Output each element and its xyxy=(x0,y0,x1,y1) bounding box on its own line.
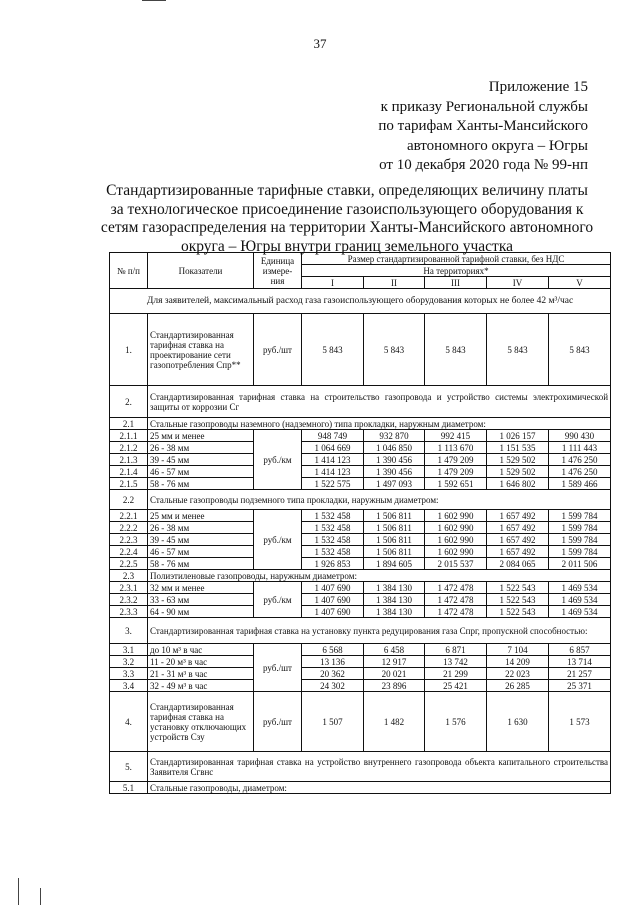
row-num: 2.3.3 xyxy=(110,606,148,618)
appendix-line-5: от 10 декабря 2020 года № 99-нп xyxy=(379,157,588,173)
row-unit: руб./шт xyxy=(254,644,302,692)
value-cell: 1 926 853 xyxy=(302,558,364,570)
row-unit: руб./км xyxy=(254,510,302,570)
row-name: Стальные газопроводы, диаметром: xyxy=(148,782,611,794)
value-cell: 1 532 458 xyxy=(302,522,364,534)
value-cell: 1 390 456 xyxy=(364,466,425,478)
scan-artifact-left-mark-2 xyxy=(40,888,41,905)
row-num: 3. xyxy=(110,618,148,644)
row-name: Стальные газопроводы подземного типа прокладки, наружным диаметром: xyxy=(148,490,611,510)
table-row xyxy=(110,570,611,582)
table-row xyxy=(110,558,611,570)
table-row xyxy=(110,386,611,418)
row-name: Полиэтиленовые газопроводы, наружным диаметром: xyxy=(148,570,611,582)
section-header: Для заявителей, максимальный расход газа газоиспользующего оборудования которых не более 42 м³/час xyxy=(110,289,611,314)
table-row xyxy=(110,314,611,386)
row-name: 39 - 45 мм xyxy=(148,454,254,466)
row-name: Стандартизированная тарифная ставка на установку пункта редуцирования газа Cпрг, пропускной способностью: xyxy=(148,618,611,644)
row-name: 58 - 76 мм xyxy=(148,558,254,570)
value-cell: 1 479 209 xyxy=(425,454,487,466)
row-name: 11 - 20 м³ в час xyxy=(148,656,254,668)
value-cell: 1 414 123 xyxy=(302,454,364,466)
scan-artifact-top xyxy=(142,0,166,1)
row-name: 21 - 31 м³ в час xyxy=(148,668,254,680)
value-cell: 1 064 669 xyxy=(302,442,364,454)
value-cell: 13 742 xyxy=(425,656,487,668)
value-cell: 1 506 811 xyxy=(364,534,425,546)
value-cell: 1 472 478 xyxy=(425,594,487,606)
value-cell: 1 026 157 xyxy=(487,430,549,442)
row-num: 2.2.2 xyxy=(110,522,148,534)
row-num: 5. xyxy=(110,752,148,782)
value-cell: 1 630 xyxy=(487,692,549,752)
header-num: № п/п xyxy=(110,253,148,289)
row-num: 2.1.1 xyxy=(110,430,148,442)
value-cell: 1 111 443 xyxy=(549,442,611,454)
row-name: 64 - 90 мм xyxy=(148,606,254,618)
header-terr-3: III xyxy=(425,277,487,289)
header-terr-5: V xyxy=(549,277,611,289)
row-name: 46 - 57 мм xyxy=(148,546,254,558)
header-indicators: Показатели xyxy=(148,253,254,289)
value-cell: 22 023 xyxy=(487,668,549,680)
value-cell: 1 497 093 xyxy=(364,478,425,490)
section-header-row xyxy=(110,289,611,314)
row-num: 2.2.4 xyxy=(110,546,148,558)
value-cell: 1 414 123 xyxy=(302,466,364,478)
value-cell: 990 430 xyxy=(549,430,611,442)
value-cell: 1 384 130 xyxy=(364,594,425,606)
row-unit: руб./шт xyxy=(254,692,302,752)
row-name: 25 мм и менее xyxy=(148,510,254,522)
table-row xyxy=(110,656,611,668)
value-cell: 1 407 690 xyxy=(302,582,364,594)
value-cell: 992 415 xyxy=(425,430,487,442)
header-row-1 xyxy=(110,253,611,265)
row-num: 3.2 xyxy=(110,656,148,668)
value-cell: 1 592 651 xyxy=(425,478,487,490)
value-cell: 6 568 xyxy=(302,644,364,656)
value-cell: 1 384 130 xyxy=(364,606,425,618)
value-cell: 5 843 xyxy=(425,314,487,386)
row-name: Стандартизированная тарифная ставка на устройство внутреннего газопровода объекта капитального строительства Заявителя Cгвнс xyxy=(148,752,611,782)
value-cell: 1 046 850 xyxy=(364,442,425,454)
value-cell: 6 857 xyxy=(549,644,611,656)
value-cell: 1 384 130 xyxy=(364,582,425,594)
row-num: 2.1.4 xyxy=(110,466,148,478)
value-cell: 1 506 811 xyxy=(364,510,425,522)
value-cell: 5 843 xyxy=(364,314,425,386)
table-row xyxy=(110,680,611,692)
value-cell: 1 390 456 xyxy=(364,454,425,466)
header-terr-2: II xyxy=(364,277,425,289)
value-cell: 1 532 458 xyxy=(302,510,364,522)
row-num: 1. xyxy=(110,314,148,386)
table-row xyxy=(110,522,611,534)
value-cell: 1 529 502 xyxy=(487,466,549,478)
value-cell: 948 749 xyxy=(302,430,364,442)
value-cell: 23 896 xyxy=(364,680,425,692)
row-name: 32 - 49 м³ в час xyxy=(148,680,254,692)
scan-artifact-left-mark xyxy=(18,878,19,905)
value-cell: 1 599 784 xyxy=(549,510,611,522)
value-cell: 1 522 575 xyxy=(302,478,364,490)
value-cell: 1 476 250 xyxy=(549,466,611,478)
value-cell: 1 469 534 xyxy=(549,606,611,618)
value-cell: 2 015 537 xyxy=(425,558,487,570)
row-name: Стандартизированная тарифная ставка на строительство газопровода и устройство системы электрохимической защиты от коррозии Cг xyxy=(148,386,611,418)
value-cell: 5 843 xyxy=(487,314,549,386)
value-cell: 1 506 811 xyxy=(364,546,425,558)
row-unit: руб./шт xyxy=(254,314,302,386)
value-cell: 1 522 543 xyxy=(487,582,549,594)
value-cell: 25 421 xyxy=(425,680,487,692)
value-cell: 1 573 xyxy=(549,692,611,752)
value-cell: 13 136 xyxy=(302,656,364,668)
appendix-line-1: Приложение 15 xyxy=(488,79,588,95)
row-name: 26 - 38 мм xyxy=(148,522,254,534)
row-num: 2.3.1 xyxy=(110,582,148,594)
row-num: 3.4 xyxy=(110,680,148,692)
value-cell: 6 871 xyxy=(425,644,487,656)
row-num: 4. xyxy=(110,692,148,752)
row-name: 33 - 63 мм xyxy=(148,594,254,606)
value-cell: 2 084 065 xyxy=(487,558,549,570)
row-num: 2.2.1 xyxy=(110,510,148,522)
value-cell: 1 522 543 xyxy=(487,606,549,618)
table-row xyxy=(110,606,611,618)
value-cell: 26 285 xyxy=(487,680,549,692)
value-cell: 932 870 xyxy=(364,430,425,442)
table-row xyxy=(110,478,611,490)
value-cell: 24 302 xyxy=(302,680,364,692)
value-cell: 1 599 784 xyxy=(549,522,611,534)
value-cell: 1 476 250 xyxy=(549,454,611,466)
row-num: 3.3 xyxy=(110,668,148,680)
document-title: Стандартизированные тарифные ставки, определяющих величину платы за технологическое присоединение газоиспользующего оборудования к сетям газораспределения на территории Ханты-Мансийского автономного округа – Югры внутри границ земельного участка xyxy=(100,182,594,255)
value-cell: 21 299 xyxy=(425,668,487,680)
appendix-line-3: по тарифам Ханты-Мансийского xyxy=(378,118,588,134)
row-name: Стандартизированная тарифная ставка на проектирование сети газопотребления Cпр** xyxy=(148,314,254,386)
appendix-block xyxy=(378,78,588,176)
header-territories: На территориях* xyxy=(302,265,611,277)
table-row xyxy=(110,752,611,782)
table-row xyxy=(110,668,611,680)
page-number: 37 xyxy=(313,36,327,51)
value-cell: 1 576 xyxy=(425,692,487,752)
appendix-line-4: автономного округа – Югры xyxy=(406,137,588,154)
table-row xyxy=(110,546,611,558)
row-num: 2.1.3 xyxy=(110,454,148,466)
value-cell: 1 469 534 xyxy=(549,594,611,606)
row-name: 58 - 76 мм xyxy=(148,478,254,490)
value-cell: 20 021 xyxy=(364,668,425,680)
row-name: 39 - 45 мм xyxy=(148,534,254,546)
value-cell: 1 529 502 xyxy=(487,454,549,466)
value-cell: 1 602 990 xyxy=(425,522,487,534)
value-cell: 1 507 xyxy=(302,692,364,752)
value-cell: 1 589 466 xyxy=(549,478,611,490)
header-terr-4: IV xyxy=(487,277,549,289)
value-cell: 1 532 458 xyxy=(302,546,364,558)
row-num: 2.2.5 xyxy=(110,558,148,570)
value-cell: 1 657 492 xyxy=(487,522,549,534)
value-cell: 1 522 543 xyxy=(487,594,549,606)
table-row xyxy=(110,534,611,546)
value-cell: 6 458 xyxy=(364,644,425,656)
value-cell: 1 602 990 xyxy=(425,546,487,558)
value-cell: 25 371 xyxy=(549,680,611,692)
value-cell: 14 209 xyxy=(487,656,549,668)
table-row xyxy=(110,782,611,794)
tariff-table xyxy=(109,252,611,794)
row-name: 25 мм и менее xyxy=(148,430,254,442)
table-row xyxy=(110,454,611,466)
value-cell: 1 657 492 xyxy=(487,534,549,546)
row-num: 3.1 xyxy=(110,644,148,656)
table-row xyxy=(110,510,611,522)
value-cell: 1 599 784 xyxy=(549,534,611,546)
value-cell: 1 482 xyxy=(364,692,425,752)
value-cell: 1 657 492 xyxy=(487,546,549,558)
table-row xyxy=(110,644,611,656)
value-cell: 2 011 506 xyxy=(549,558,611,570)
table-row xyxy=(110,594,611,606)
row-num: 2.1.2 xyxy=(110,442,148,454)
value-cell: 1 646 802 xyxy=(487,478,549,490)
value-cell: 5 843 xyxy=(549,314,611,386)
table-row xyxy=(110,418,611,430)
row-name: Стальные газопроводы наземного (надземного) типа прокладки, наружным диаметром: xyxy=(148,418,611,430)
table-row xyxy=(110,430,611,442)
value-cell: 1 894 605 xyxy=(364,558,425,570)
row-num: 2.3 xyxy=(110,570,148,582)
row-unit: руб./км xyxy=(254,582,302,618)
value-cell: 1 599 784 xyxy=(549,546,611,558)
table-row xyxy=(110,442,611,454)
appendix-line-2: к приказу Региональной службы xyxy=(380,98,588,115)
value-cell: 1 407 690 xyxy=(302,594,364,606)
value-cell: 1 479 209 xyxy=(425,466,487,478)
header-unit: Единица измере-ния xyxy=(254,253,302,289)
row-name: до 10 м³ в час xyxy=(148,644,254,656)
value-cell: 1 472 478 xyxy=(425,582,487,594)
value-cell: 1 472 478 xyxy=(425,606,487,618)
value-cell: 1 469 534 xyxy=(549,582,611,594)
table-row xyxy=(110,692,611,752)
value-cell: 12 917 xyxy=(364,656,425,668)
row-num: 2.3.2 xyxy=(110,594,148,606)
table-row xyxy=(110,490,611,510)
value-cell: 1 657 492 xyxy=(487,510,549,522)
value-cell: 1 532 458 xyxy=(302,534,364,546)
value-cell: 7 104 xyxy=(487,644,549,656)
value-cell: 1 407 690 xyxy=(302,606,364,618)
row-name: Стандартизированная тарифная ставка на установку отключающих устройств Cзу xyxy=(148,692,254,752)
header-rate: Размер стандартизированной тарифной ставки, без НДС xyxy=(302,253,611,265)
value-cell: 1 506 811 xyxy=(364,522,425,534)
table-row xyxy=(110,618,611,644)
row-num: 2.2 xyxy=(110,490,148,510)
value-cell: 20 362 xyxy=(302,668,364,680)
row-name: 32 мм и менее xyxy=(148,582,254,594)
value-cell: 13 714 xyxy=(549,656,611,668)
value-cell: 1 602 990 xyxy=(425,510,487,522)
header-terr-1: I xyxy=(302,277,364,289)
value-cell: 5 843 xyxy=(302,314,364,386)
table-row xyxy=(110,582,611,594)
value-cell: 21 257 xyxy=(549,668,611,680)
row-num: 2.2.3 xyxy=(110,534,148,546)
table-row xyxy=(110,466,611,478)
row-unit: руб./км xyxy=(254,430,302,490)
row-num: 2.1.5 xyxy=(110,478,148,490)
value-cell: 1 113 670 xyxy=(425,442,487,454)
value-cell: 1 151 535 xyxy=(487,442,549,454)
row-num: 2. xyxy=(110,386,148,418)
row-num: 2.1 xyxy=(110,418,148,430)
row-name: 46 - 57 мм xyxy=(148,466,254,478)
row-num: 5.1 xyxy=(110,782,148,794)
row-name: 26 - 38 мм xyxy=(148,442,254,454)
value-cell: 1 602 990 xyxy=(425,534,487,546)
